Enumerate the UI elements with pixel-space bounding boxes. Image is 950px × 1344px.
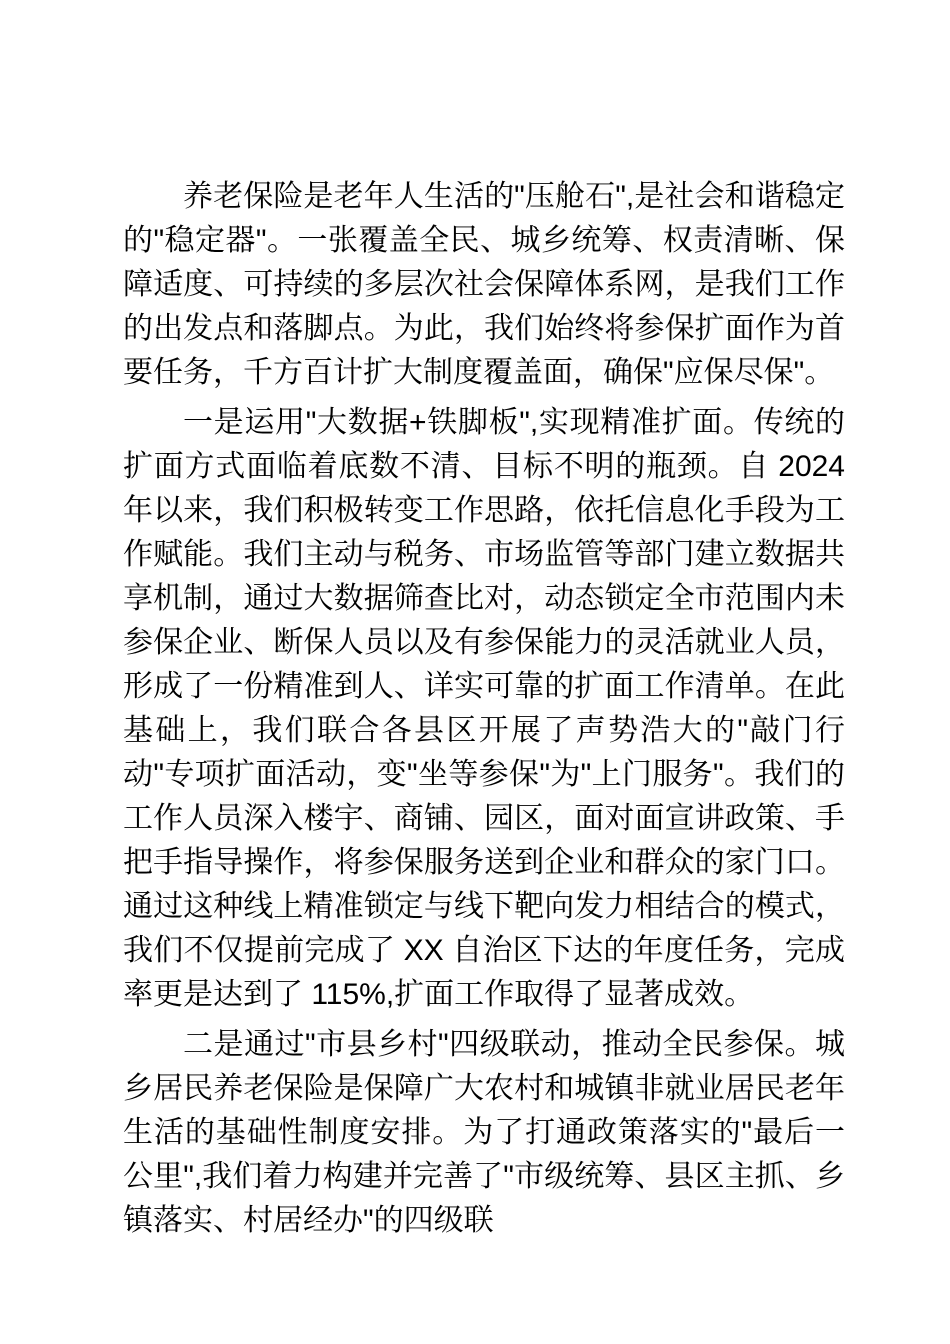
- paragraph-point-one: 一是运用"大数据+铁脚板",实现精准扩面。传统的扩面方式面临着底数不清、目标不明的瓶颈。自 2024 年以来，我们积极转变工作思路，依托信息化手段为工作赋能。我们主动与税务、市场监管等部门建立数据共享机制，通过大数据筛查比对，动态锁定全市范围内未参保企业、断保人员以及有参保能力的灵活就业人员，形成了一份精准到人、详实可靠的扩面工作清单。在此基础上，我们联合各县区开展了声势浩大的"敲门行动"专项扩面活动，变"坐等参保"为"上门服务"。我们的工作人员深入楼宇、商铺、园区，面对面宣讲政策、手把手指导操作，将参保服务送到企业和群众的家门口。通过这种线上精准锁定与线下靶向发力相结合的模式，我们不仅提前完成了 XX 自治区下达的年度任务，完成率更是达到了 115%,扩面工作取得了显著成效。: [123, 406, 845, 1011]
- paragraph-intro: 养老保险是老年人生活的"压舱石",是社会和谐稳定的"稳定器"。一张覆盖全民、城乡统筹、权责清晰、保障适度、可持续的多层次社会保障体系网，是我们工作的出发点和落脚点。为此，我们始终将参保扩面作为首要任务，千方百计扩大制度覆盖面，确保"应保尽保"。: [123, 180, 845, 389]
- paragraph-point-two: 二是通过"市县乡村"四级联动，推动全民参保。城乡居民养老保险是保障广大农村和城镇非就业居民老年生活的基础性制度安排。为了打通政策落实的"最后一公里",我们着力构建并完善了"市级统筹、县区主抓、乡镇落实、村居经办"的四级联: [123, 1028, 845, 1237]
